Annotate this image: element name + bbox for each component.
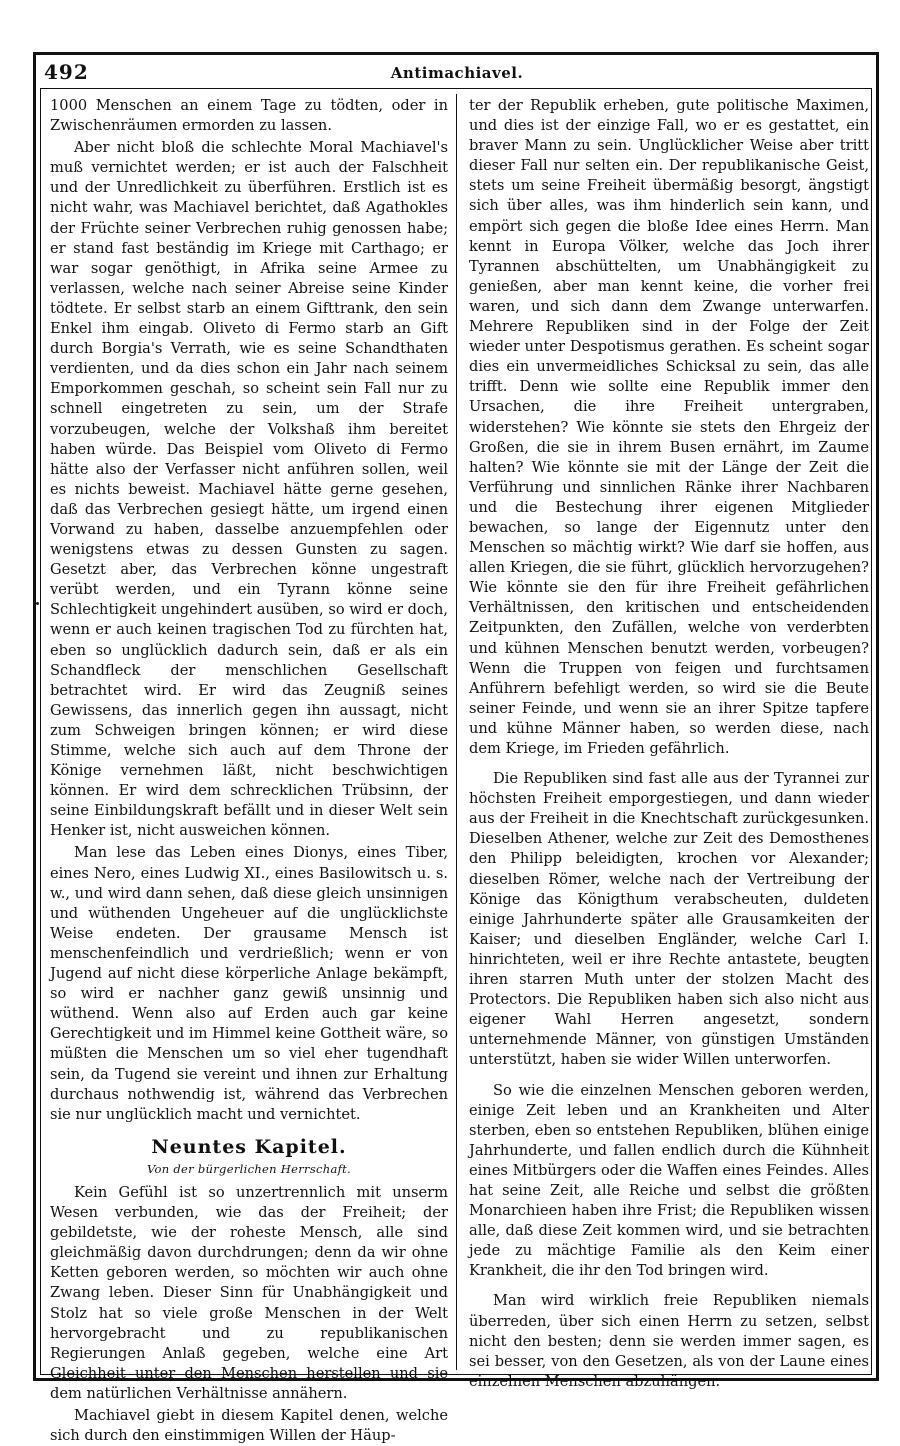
column-divider: [456, 94, 457, 1370]
paragraph: Die Republiken sind fast alle aus der Tyrannei zur höchsten Freiheit emporgestiegen, und dann wieder aus der Freiheit in die Knechtschaft zurückgesunken. Dieselben Athener, welche zur Zeit des Demosthenes den Philipp beleidigten, krochen vor Alexander; dieselben Römer, welche nach der Vertreibung der Könige das Königthum verabscheuten, duldeten einige Jahrhunderte später alle Grausamkeiten der Kaiser; und dieselben Engländer, welche Carl I. hinrichteten, weil er ihre Rechte antastete, beugten ihren starren Muth unter der stolzen Macht des Protectors. Die Republiken haben sich also nicht aus eigener Wahl Herren angesetzt, sondern unternehmende Männer, von günstigen Umständen unterstützt, haben sie wider Willen unterworfen.: [469, 770, 869, 1069]
paragraph: Man lese das Leben eines Dionys, eines Tiber, eines Nero, eines Ludwig XI., eines Basilowitsch u. s. w., und wird dann sehen, daß diese gleich unsinnigen und wüthenden Ungeheuer auf die unglücklichste Weise endeten. Der grausame Mensch ist menschenfeindlich und verdrießlich; wenn er von Jugend auf nicht diese körperliche Anlage bekämpft, so wird er nachher ganz gewiß unsinnig und wüthend. Wenn also auf Erden auch gar keine Gerechtigkeit und im Himmel keine Gottheit wäre, so müßten die Menschen um so viel eher tugendhaft sein, da Tugend sie vereint und ihnen zur Erhaltung durchaus nothwendig ist, während das Verbrechen sie nur unglücklich macht und vernichtet.: [50, 844, 448, 1123]
margin-mark: [36, 602, 39, 605]
paragraph: Man wird wirklich freie Republiken niemals überreden, über sich einen Herrn zu setzen, selbst nicht den besten; denn sie werden immer sagen, es sei besser, von den Gesetzen, als von der Laune eines einzelnen Menschen abzuhängen.: [469, 1292, 869, 1390]
page-header: [42, 58, 872, 86]
left-column: [50, 96, 448, 1446]
paragraph: ter der Republik erheben, gute politische Maximen, und dies ist der einzige Fall, wo er es gestattet, ein braver Mann zu sein. Unglücklicher Weise aber tritt dieser Fall nur selten ein. Der republikanische Geist, stets um seine Freiheit übermäßig besorgt, ängstigt sich über alles, was ihm hinderlich sein kann, und empört sich gegen die bloße Idee eines Herrn. Man kennt in Europa Völker, welche das Joch ihrer Tyrannen abschüttelten, um Unabhängigkeit zu genießen, aber man kennt keine, die vorher frei waren, und sich dann dem Zwange unterwarfen. Mehrere Republiken sind in der Folge der Zeit wieder unter Despotismus gerathen. Es scheint sogar dies ein unvermeidliches Schicksal zu sein, das alle trifft. Denn wie sollte eine Republik immer den Ursachen, die ihre Freiheit untergraben, widerstehen? Wie könnte sie stets den Ehrgeiz der Großen, die sie in ihrem Busen ernährt, im Zaume halten? Wie könnte sie mit der Länge der Zeit die Verführung und sinnlichen Ränke ihrer Nachbaren und die Bestechung ihrer eigenen Mitglieder bewachen, so lange der Eigennutz unter den Menschen so mächtig wirkt? Wie darf sie hoffen, aus allen Kriegen, die sie führt, glücklich hervorzugehen? Wie könnte sie den für ihre Freiheit gefährlichen Verhältnissen, den kritischen und entscheidenden Zeitpunkten, den Zufällen, welche von verderbten und kühnen Menschen benutzt werden, vorbeugen? Wenn die Truppen von feigen und furchtsamen Anführern befehligt werden, so wird sie die Beute seiner Feinde, und wenn sie an ihrer Spitze tapfere und kühne Männer haben, so werden diese, nach dem Kriege, im Frieden gefährlich.: [469, 97, 869, 757]
paragraph: Kein Gefühl ist so unzertrennlich mit unserm Wesen verbunden, wie das der Freiheit; der gebildetste, wie der roheste Mensch, alle sind gleichmäßig davon durchdrungen; denn da wir ohne Ketten geboren werden, so möchten wir auch ohne Zwang leben. Dieser Sinn für Unabhängigkeit und Stolz hat so viele große Menschen in der Welt hervorgebracht und zu republikanischen Regierungen Anlaß gegeben, welche eine Art Gleichheit unter den Menschen herstellen und sie dem natürlichen Verhältnisse annähern.: [50, 1183, 448, 1402]
chapter-heading: Neuntes Kapitel.: [151, 1135, 347, 1158]
chapter-subtitle: Von der bürgerlichen Herrschaft.: [146, 1161, 352, 1176]
running-title: Antimachiavel.: [390, 64, 524, 82]
paragraph: Machiavel giebt in diesem Kapitel denen, welche sich durch den einstimmigen Willen der Häup-: [50, 1407, 448, 1445]
right-column: [469, 96, 869, 1392]
page-number: 492: [44, 60, 89, 84]
paragraph: Aber nicht bloß die schlechte Moral Machiavel's muß vernichtet werden; er ist auch der Falschheit und der Unredlichkeit zu überführen. Erstlich ist es nicht wahr, was Machiavel berichtet, daß Agathokles der Früchte seiner Verbrechen ruhig genossen habe; er stand fast beständig im Kriege mit Carthago; er war sogar genöthigt, in Afrika seine Armee zu verlassen, welche nach seiner Abreise seine Kinder tödtete. Er selbst starb an einem Gifttrank, den sein Enkel ihm eingab. Oliveto di Fermo starb an Gift durch Borgia's Verrath, wie es seine Schandthaten verdienten, und da dies schon ein Jahr nach seinem Emporkommen geschah, so scheint sein Fall nur zu schnell eingetreten zu sein, um der Strafe vorzubeugen, welche der Volkshaß ihm bereitet haben würde. Das Beispiel vom Oliveto di Fermo hätte also der Verfasser nicht anführen sollen, weil es nichts beweist. Machiavel hätte gerne gesehen, daß das Verbrechen gesiegt hätte, um irgend einen Vorwand zu haben, dasselbe anzuempfehlen oder wenigstens etwas zu dessen Gunsten zu sagen. Gesetzt aber, das Verbrechen könne ungestraft verübt werden, und ein Tyrann könne seine Schlechtigkeit ungehindert ausüben, so wird er doch, wenn er auch keinen tragischen Tod zu fürchten hat, eben so unglücklich dadurch sein, daß er als ein Schandfleck der menschlichen Gesellschaft betrachtet wird. Er wird das Zeugniß seines Gewissens, das innerlich gegen ihn aussagt, nicht zum Schweigen bringen können; er wird diese Stimme, welche sich auch auf dem Throne der Könige vernehmen läßt, nicht beschwichtigen können. Er wird dem schrecklichen Trübsinn, der seine Einbildungskraft befällt und in dieser Welt sein Henker ist, nicht ausweichen können.: [50, 139, 448, 840]
paragraph: 1000 Menschen an einem Tage zu tödten, oder in Zwischenräumen ermorden zu lassen.: [50, 97, 448, 135]
paragraph: So wie die einzelnen Menschen geboren werden, einige Zeit leben und an Krankheiten und Alter sterben, eben so entstehen Republiken, blühen einige Jahrhunderte, und fallen endlich durch die Kühnheit eines Mitbürgers oder die Waffen eines Feindes. Alles hat seine Zeit, alle Reiche und selbst die größten Monarchieen haben ihre Frist; die Republiken wissen alle, daß diese Zeit kommen wird, und sie betrachten jede zu mächtige Familie als den Keim einer Krankheit, die ihr den Tod bringen wird.: [469, 1081, 869, 1280]
